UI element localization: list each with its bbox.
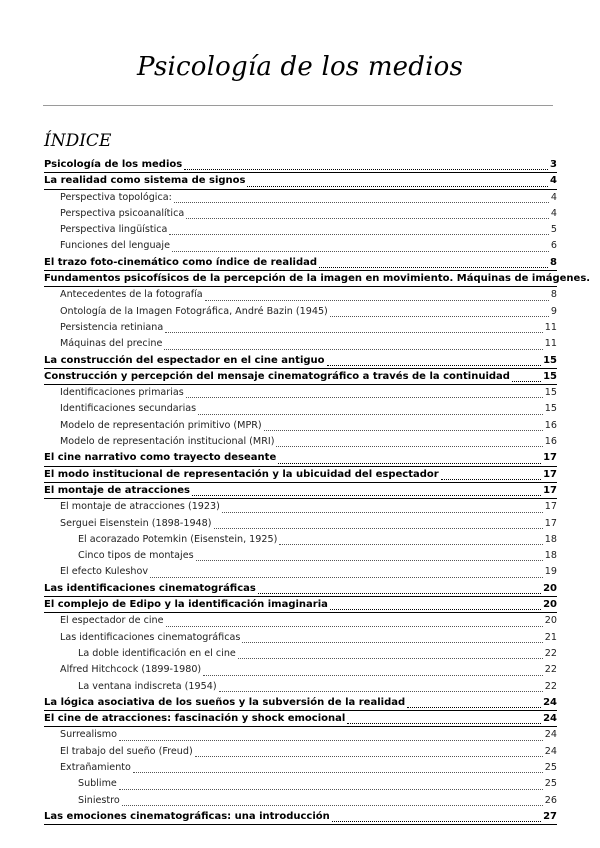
toc-entry-page: 15: [544, 387, 557, 399]
toc-dot-leader: [119, 739, 543, 741]
table-of-contents: [44, 157, 591, 825]
toc-entry-page: 24: [543, 713, 557, 725]
toc-entry[interactable]: [44, 679, 557, 695]
toc-entry-page: 17: [544, 501, 557, 513]
toc-entry-label: El cine narrativo como trayecto deseante: [44, 452, 277, 464]
toc-dot-leader: [319, 266, 548, 268]
toc-entry-page: 20: [543, 599, 557, 611]
toc-entry-label: Cinco tipos de montajes: [78, 550, 194, 562]
index-heading: ÍNDICE: [44, 131, 112, 151]
toc-entry-label: La lógica asociativa de los sueños y la subversión de la realidad: [44, 696, 406, 708]
toc-entry-page: 17: [543, 484, 557, 496]
toc-entry[interactable]: [44, 222, 557, 238]
toc-entry[interactable]: [44, 695, 557, 711]
toc-entry-page: 18: [544, 533, 557, 545]
toc-entry[interactable]: [44, 516, 557, 532]
toc-entry-page: 24: [544, 745, 557, 757]
toc-entry[interactable]: [44, 255, 557, 271]
toc-entry[interactable]: [44, 727, 557, 743]
toc-entry-page: 15: [543, 354, 557, 366]
toc-dot-leader: [186, 217, 549, 219]
toc-entry-page: 26: [544, 794, 557, 806]
toc-entry[interactable]: [44, 760, 557, 776]
toc-dot-leader: [195, 755, 543, 757]
toc-entry-label: Perspectiva psicoanalítica: [60, 207, 185, 219]
toc-entry-page: 17: [543, 452, 557, 464]
toc-entry-page: 15: [544, 403, 557, 415]
toc-entry-page: 22: [544, 680, 557, 692]
toc-entry[interactable]: [44, 564, 557, 580]
toc-entry-label: El cine de atracciones: fascinación y shock emocional: [44, 713, 346, 725]
toc-entry-label: El acorazado Potemkin (Eisenstein, 1925): [78, 533, 278, 545]
toc-dot-leader: [278, 462, 541, 464]
toc-dot-leader: [205, 299, 549, 301]
toc-dot-leader: [164, 348, 542, 350]
toc-dot-leader: [407, 706, 541, 708]
toc-entry[interactable]: [44, 646, 557, 662]
toc-entry-page: 22: [544, 664, 557, 676]
toc-entry[interactable]: [44, 581, 557, 597]
toc-entry[interactable]: [44, 613, 557, 629]
toc-entry-page: 5: [550, 224, 557, 236]
toc-entry-label: Ontología de la Imagen Fotográfica, André Bazin (1945): [60, 305, 328, 317]
toc-entry-page: 4: [550, 207, 557, 219]
toc-entry[interactable]: [44, 483, 557, 499]
toc-entry-label: El modo institucional de representación y la ubicuidad del espectador: [44, 468, 439, 480]
toc-dot-leader: [238, 657, 543, 659]
toc-entry[interactable]: [44, 630, 557, 646]
toc-entry-label: Siniestro: [78, 794, 120, 806]
toc-entry-page: 18: [544, 550, 557, 562]
toc-dot-leader: [184, 168, 548, 170]
toc-entry-page: 24: [543, 696, 557, 708]
toc-dot-leader: [279, 543, 542, 545]
toc-dot-leader: [133, 771, 543, 773]
toc-entry[interactable]: [44, 173, 557, 189]
toc-entry[interactable]: [44, 190, 557, 206]
toc-entry-label: Funciones del lenguaje: [60, 240, 170, 252]
toc-dot-leader: [122, 804, 543, 806]
toc-dot-leader: [258, 592, 541, 594]
toc-entry-label: Las identificaciones cinematográficas: [60, 631, 241, 643]
toc-entry[interactable]: [44, 157, 557, 173]
toc-dot-leader: [264, 429, 543, 431]
toc-entry-page: 11: [544, 321, 557, 333]
toc-dot-leader: [150, 576, 543, 578]
toc-entry-page: 16: [544, 419, 557, 431]
toc-entry-label: Modelo de representación institucional (MRI): [60, 436, 275, 448]
toc-entry[interactable]: [44, 809, 557, 825]
toc-dot-leader: [330, 608, 541, 610]
toc-dot-leader: [196, 559, 543, 561]
toc-dot-leader: [222, 511, 543, 513]
toc-dot-leader: [247, 185, 548, 187]
toc-entry-page: 4: [550, 175, 557, 187]
toc-entry-label: El trazo foto-cinemático como índice de realidad: [44, 256, 318, 268]
toc-entry[interactable]: [44, 401, 557, 417]
toc-entry[interactable]: [44, 418, 557, 434]
toc-entry-label: Alfred Hitchcock (1899-1980): [60, 664, 202, 676]
toc-entry-page: 22: [544, 647, 557, 659]
toc-entry-label: Construcción y percepción del mensaje cinematográfico a través de la continuidad: [44, 370, 510, 382]
toc-entry[interactable]: [44, 238, 557, 254]
toc-entry-label: El espectador de cine: [60, 615, 164, 627]
toc-entry-label: Sublime: [78, 778, 117, 790]
toc-entry[interactable]: [44, 271, 591, 287]
toc-entry[interactable]: [44, 776, 557, 792]
toc-dot-leader: [327, 364, 542, 366]
toc-entry-label: Fundamentos psicofísicos de la percepción de la imagen en movimiento. Máquinas de imágenes.: [44, 273, 591, 285]
toc-entry[interactable]: [44, 744, 557, 760]
toc-entry-page: 16: [544, 436, 557, 448]
toc-entry[interactable]: [44, 206, 557, 222]
toc-entry[interactable]: [44, 548, 557, 564]
toc-entry-label: Surrealismo: [60, 729, 118, 741]
toc-dot-leader: [347, 722, 541, 724]
toc-dot-leader: [242, 641, 542, 643]
toc-entry[interactable]: [44, 597, 557, 613]
toc-dot-leader: [169, 233, 548, 235]
toc-entry[interactable]: [44, 385, 557, 401]
toc-dot-leader: [192, 494, 541, 496]
toc-entry-label: Psicología de los medios: [44, 159, 183, 170]
toc-dot-leader: [119, 788, 543, 790]
toc-dot-leader: [512, 380, 541, 382]
toc-entry[interactable]: [44, 711, 557, 727]
toc-dot-leader: [165, 331, 543, 333]
toc-entry-label: Persistencia retiniana: [60, 321, 164, 333]
toc-entry-label: El trabajo del sueño (Freud): [60, 745, 193, 757]
toc-entry-page: 3: [550, 159, 557, 170]
toc-dot-leader: [198, 413, 543, 415]
toc-entry-label: Perspectiva lingüística: [60, 224, 168, 236]
toc-entry-label: Extrañamiento: [60, 761, 131, 773]
toc-entry-label: Identificaciones primarias: [60, 387, 184, 399]
toc-entry-label: Serguei Eisenstein (1898-1948): [60, 517, 212, 529]
toc-entry-page: 25: [544, 761, 557, 773]
toc-entry-label: Máquinas del precine: [60, 338, 163, 350]
toc-entry[interactable]: [44, 467, 557, 483]
toc-entry-page: 6: [550, 240, 557, 252]
toc-entry-page: 8: [550, 289, 557, 301]
toc-entry-page: 19: [544, 566, 557, 578]
toc-entry-page: 11: [544, 338, 557, 350]
toc-dot-leader: [186, 396, 543, 398]
toc-entry[interactable]: [44, 499, 557, 515]
title-divider: [43, 105, 553, 106]
toc-entry-page: 17: [544, 517, 557, 529]
toc-dot-leader: [166, 625, 543, 627]
toc-entry-label: Las identificaciones cinematográficas: [44, 582, 256, 594]
toc-entry-label: Las emociones cinematográficas: una introducción: [44, 810, 330, 822]
toc-entry-label: La realidad como sistema de signos: [44, 175, 246, 187]
toc-entry[interactable]: [44, 353, 557, 369]
toc-entry-page: 27: [543, 810, 557, 822]
toc-entry-label: La doble identificación en el cine: [78, 647, 236, 659]
toc-entry[interactable]: [44, 450, 557, 466]
toc-entry-label: El efecto Kuleshov: [60, 566, 149, 578]
toc-dot-leader: [214, 527, 543, 529]
toc-entry-label: Antecedentes de la fotografía: [60, 289, 203, 301]
toc-entry-page: 25: [544, 778, 557, 790]
toc-dot-leader: [330, 315, 549, 317]
toc-entry[interactable]: [44, 287, 557, 303]
toc-entry[interactable]: [44, 336, 557, 352]
toc-dot-leader: [441, 478, 541, 480]
toc-entry-page: 17: [543, 468, 557, 480]
toc-entry-page: 21: [544, 631, 557, 643]
document-title: Psicología de los medios: [136, 52, 464, 82]
toc-entry-label: Perspectiva topológica:: [60, 191, 172, 203]
toc-entry-page: 20: [544, 615, 557, 627]
toc-entry[interactable]: [44, 304, 557, 320]
toc-entry-page: 20: [543, 582, 557, 594]
toc-entry[interactable]: [44, 320, 557, 336]
toc-entry[interactable]: [44, 434, 557, 450]
toc-entry-label: Modelo de representación primitivo (MPR): [60, 419, 262, 431]
toc-dot-leader: [332, 820, 541, 822]
toc-entry-label: La ventana indiscreta (1954): [78, 680, 217, 692]
toc-dot-leader: [219, 690, 543, 692]
toc-dot-leader: [203, 674, 543, 676]
toc-dot-leader: [172, 250, 549, 252]
toc-dot-leader: [174, 201, 549, 203]
toc-entry-label: El montaje de atracciones: [44, 484, 191, 496]
toc-entry-label: Identificaciones secundarias: [60, 403, 197, 415]
toc-entry-page: 15: [543, 370, 557, 382]
toc-entry[interactable]: [44, 369, 557, 385]
toc-entry-page: 4: [550, 191, 557, 203]
toc-entry-label: El complejo de Edipo y la identificación imaginaria: [44, 599, 328, 611]
toc-entry-label: La construcción del espectador en el cine antiguo: [44, 354, 325, 366]
toc-entry[interactable]: [44, 662, 557, 678]
toc-entry[interactable]: [44, 793, 557, 809]
toc-entry-page: 9: [550, 305, 557, 317]
toc-entry-page: 24: [544, 729, 557, 741]
toc-entry-page: 8: [550, 256, 557, 268]
toc-entry[interactable]: [44, 532, 557, 548]
toc-entry-label: El montaje de atracciones (1923): [60, 501, 220, 513]
toc-dot-leader: [276, 445, 542, 447]
